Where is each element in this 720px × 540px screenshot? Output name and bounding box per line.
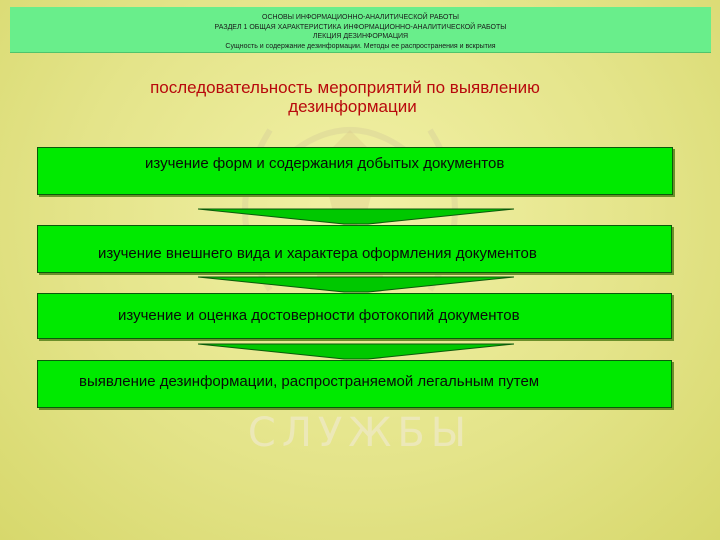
step-label-4: выявление дезинформации, распространяемой легальным путем	[79, 373, 540, 390]
step-box-3	[37, 293, 672, 339]
header-course-title: ОСНОВЫ ИНФОРМАЦИОННО-АНАЛИТИЧЕСКОЙ РАБОТЫ	[262, 14, 459, 21]
step-label-2: изучение внешнего вида и характера оформления документов	[98, 245, 537, 262]
down-arrow-icon	[198, 207, 514, 225]
step-label-3: изучение и оценка достоверности фотокопий документов	[118, 307, 520, 324]
slide-title-line1: последовательность мероприятий по выявлению	[150, 78, 540, 97]
watermark-text: СЛУЖБЫ	[247, 410, 473, 456]
slide-title-line2: дезинформации	[288, 97, 417, 116]
lecture-header	[10, 7, 711, 53]
step-label-1: изучение форм и содержания добытых документов	[145, 155, 505, 172]
header-lecture-title: ЛЕКЦИЯ ДЕЗИНФОРМАЦИЯ	[312, 33, 409, 40]
down-arrow-icon	[198, 342, 514, 360]
step-box-1	[37, 147, 673, 195]
step-box-4	[37, 360, 672, 408]
slide-title	[40, 78, 680, 116]
step-box-2	[37, 225, 672, 273]
down-arrow-icon	[198, 275, 514, 293]
header-section-title: РАЗДЕЛ 1 ОБЩАЯ ХАРАКТЕРИСТИКА ИНФОРМАЦИОННО-АНАЛИТИЧЕСКОЙ РАБОТЫ	[214, 23, 507, 31]
header-lecture-subtitle: Сущность и содержание дезинформации. Методы ее распространения и вскрытия	[225, 42, 496, 50]
